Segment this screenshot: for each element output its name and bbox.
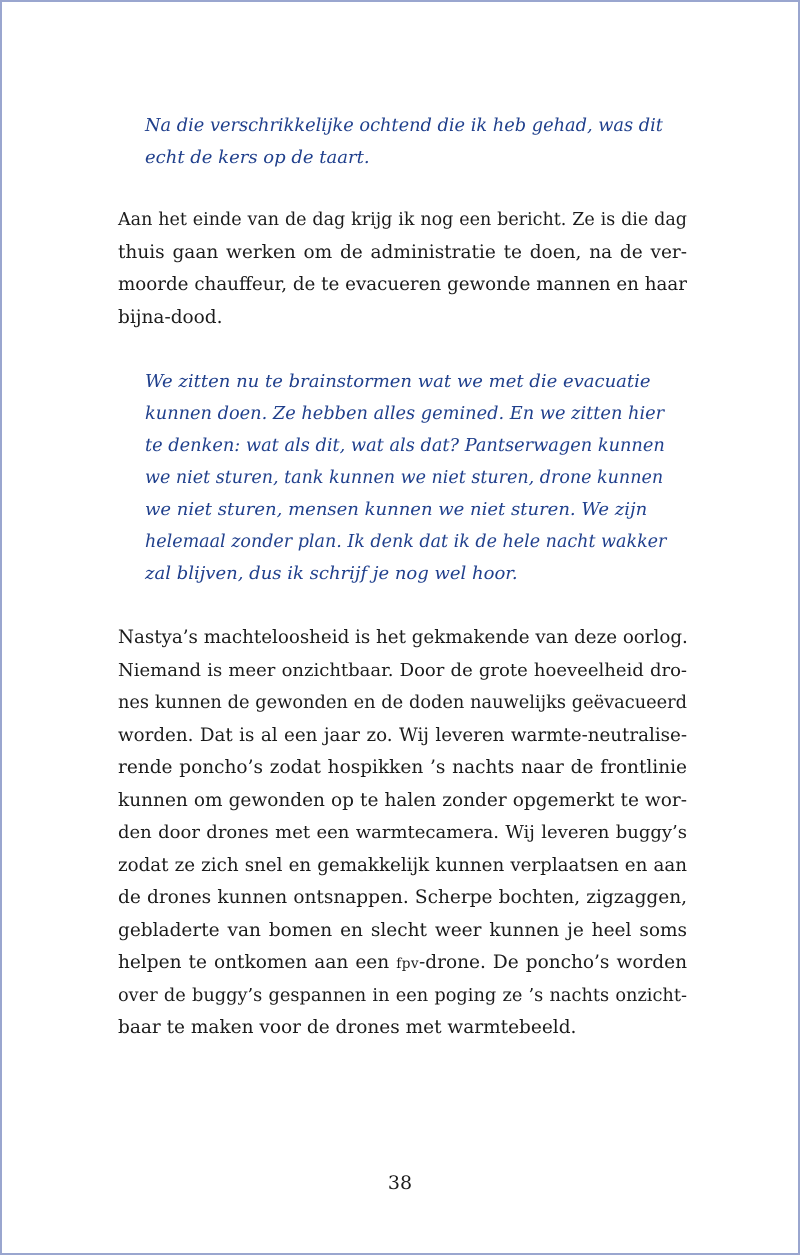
- body-line: thuis gaan werken om de administratie te doen, na de ver-: [118, 241, 687, 263]
- body-text: -drone. De poncho’s worden: [419, 952, 688, 973]
- page-number: 38: [387, 1172, 413, 1194]
- body-line: nes kunnen de gewonden en de doden nauwelijks geëvacueerd: [118, 693, 687, 713]
- body-line: baar te maken voor de drones met warmtebeeld.: [118, 1017, 577, 1038]
- quote-line: We zitten nu te brainstormen wat we met die evacuatie: [145, 371, 651, 392]
- body-line: Niemand is meer onzichtbaar. Door de grote hoeveelheid dro-: [118, 659, 687, 681]
- body-line: gebladerte van bomen en slecht weer kunnen je heel soms: [118, 919, 687, 941]
- body-line: de drones kunnen ontsnappen. Scherpe bochten, zigzaggen,: [118, 887, 687, 908]
- quote-line: we niet sturen, mensen kunnen we niet sturen. We zijn: [145, 499, 648, 520]
- quote-line: we niet sturen, tank kunnen we niet sturen, drone kunnen: [145, 468, 664, 488]
- quote-message-1: [145, 110, 665, 174]
- body-line: Nastya’s machteloosheid is het gekmakende van deze oorlog.: [118, 627, 688, 648]
- body-line: den door drones met een warmtecamera. Wij leveren buggy’s: [118, 822, 687, 843]
- quote-line: zal blijven, dus ik schrijf je nog wel hoor.: [145, 563, 518, 584]
- body-line: Aan het einde van de dag krijg ik nog een bericht. Ze is die dag: [118, 210, 687, 230]
- body-line: zodat ze zich snel en gemakkelijk kunnen verplaatsen en aan: [118, 854, 687, 876]
- body-line: [118, 947, 687, 979]
- body-line: over de buggy’s gespannen in een poging ze ’s nachts onzicht-: [118, 985, 687, 1006]
- body-line: worden. Dat is al een jaar zo. Wij leveren warmte-neutralise-: [118, 724, 687, 746]
- body-line: rende poncho’s zodat hospikken ’s nachts naar de frontlinie: [118, 757, 687, 778]
- body-line: moorde chauffeur, de te evacueren gewonde mannen en haar: [118, 274, 687, 295]
- quote-line: Na die verschrikkelijke ochtend die ik heb gehad, was dit: [145, 116, 663, 136]
- quote-line: helemaal zonder plan. Ik denk dat ik de hele nacht wakker: [145, 532, 667, 552]
- body-line: bijna-dood.: [118, 306, 223, 328]
- body-text: helpen te ontkomen aan een: [118, 952, 397, 973]
- quote-line: kunnen doen. Ze hebben alles gemined. En we zitten hier: [145, 404, 665, 424]
- quote-line: te denken: wat als dit, wat als dat? Pantserwagen kunnen: [145, 436, 665, 456]
- quote-line: echt de kers op de taart.: [145, 147, 370, 168]
- quote-message-2: [145, 366, 665, 590]
- body-line: kunnen om gewonden op te halen zonder opgemerkt te wor-: [118, 789, 687, 811]
- abbreviation-fpv: fpv: [396, 956, 420, 972]
